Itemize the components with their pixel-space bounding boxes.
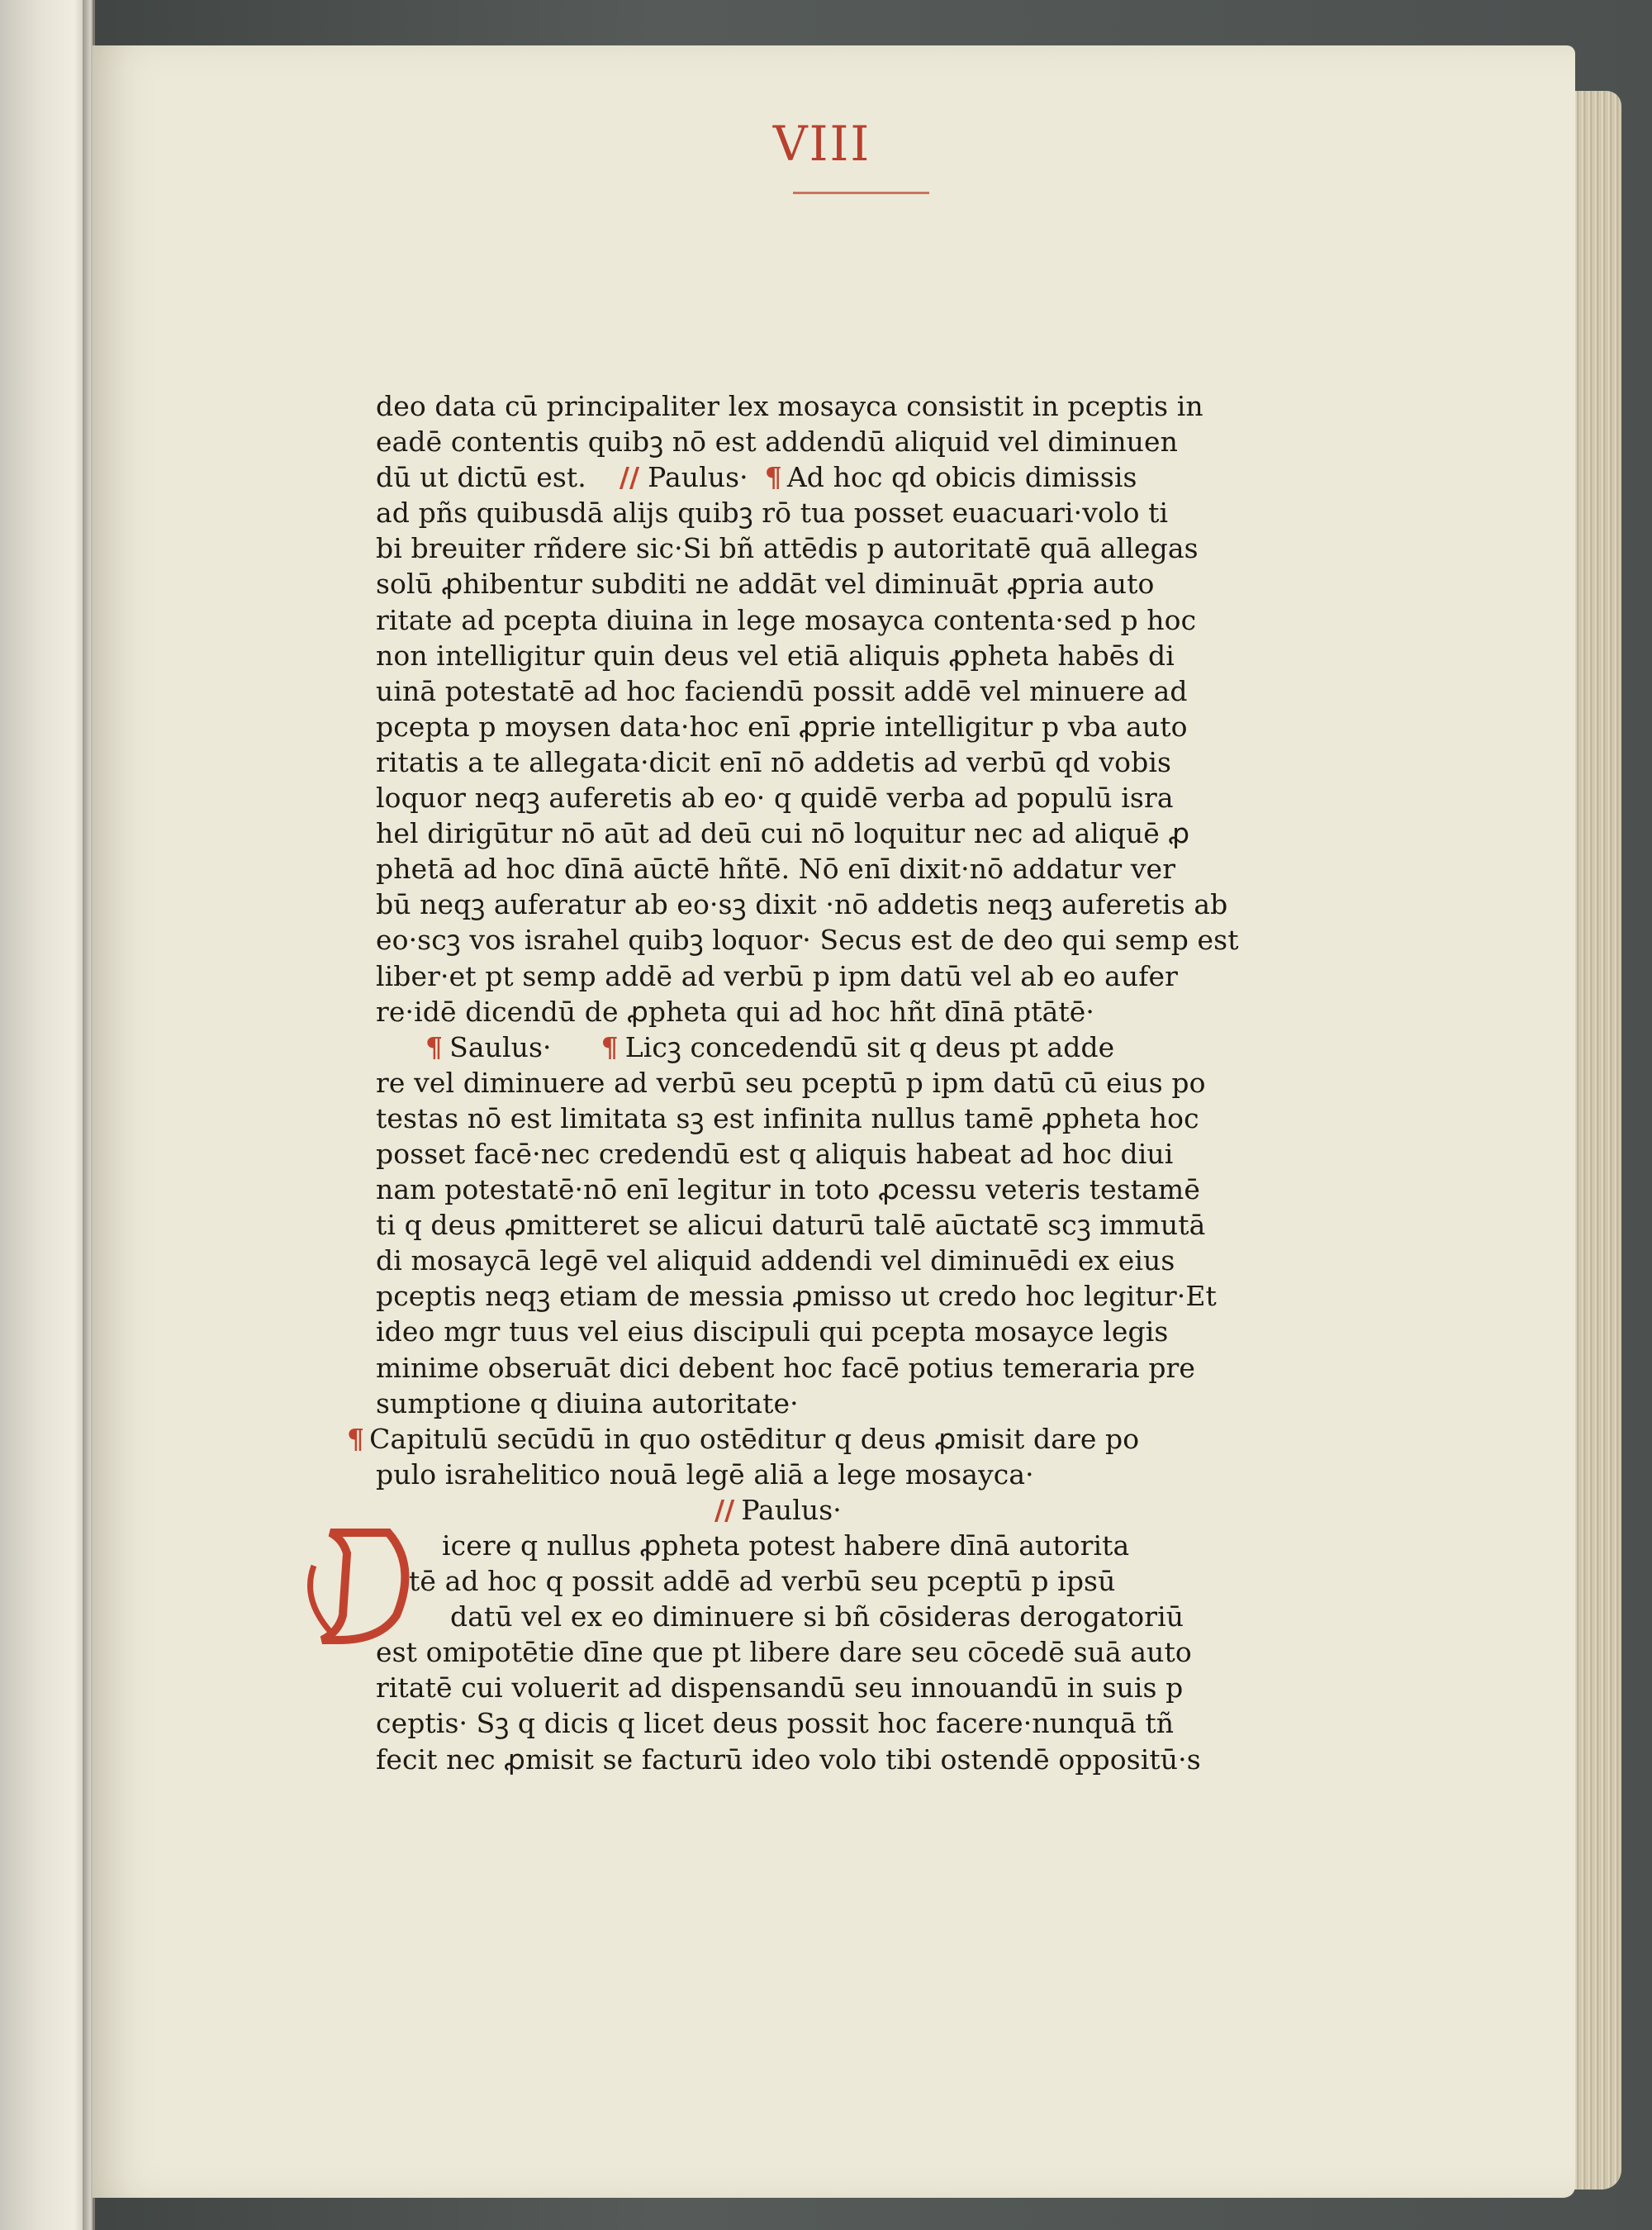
text-line: bū neqꝫ auferatur ab eo·sꝫ dixit ·nō addetis neqꝫ auferetis ab: [376, 888, 1228, 921]
text-line: loquor neqꝫ auferetis ab eo· q quidē verba ad populū isra: [376, 782, 1174, 815]
text-line: testas nō est limitata sꝫ est infinita nullus tamē ꝓpheta hoc: [376, 1101, 1199, 1134]
text-line: fecit nec ꝓmisit se facturū ideo volo tibi ostendē oppositū·s: [376, 1743, 1201, 1776]
text-line: deo data cū principaliter lex mosayca consistit in pceptis in: [376, 390, 1203, 422]
pilcrow-mark: ¶: [601, 1030, 619, 1063]
speaker-label: Paulus·: [648, 461, 748, 494]
text-line: non intelligitur quin deus vel etiā aliquis ꝓpheta habēs di: [376, 639, 1175, 672]
text-line: est omipotētie dīne que pt libere dare seu cōcedē suā auto: [376, 1636, 1192, 1669]
pilcrow-mark: //: [619, 461, 640, 494]
text-line: eadē contentis quibꝫ nō est addendū aliquid vel diminuen: [376, 426, 1179, 459]
text-line: ad pñs quibusdā alijs quibꝫ rō tua posset euacuari·volo ti: [376, 497, 1169, 530]
text-line: sumptione q diuina autoritate·: [376, 1386, 799, 1419]
chapter-heading: Capitulū secūdū in quo ostēditur q deus ꝓmisit dare po: [369, 1422, 1140, 1455]
text-line: dū ut dictū est.: [376, 461, 586, 494]
text-line: Ad hoc qd obicis dimissis: [786, 461, 1137, 494]
text-line: eo·scꝫ vos israhel quibꝫ loquor· Secus est de deo qui semp est: [376, 924, 1239, 957]
pilcrow-mark: //: [714, 1493, 735, 1526]
saulus-rubric-line: [376, 1029, 1243, 1065]
text-line: ritatē cui voluerit ad dispensandū seu innouandū in suis p: [376, 1671, 1184, 1705]
text-line: bi breuiter rñdere sic·Si bñ attēdis p autoritatē quā allegas: [376, 532, 1199, 565]
text-line: liber·et pt semp addē ad verbū p ipm datū vel ab eo aufer: [376, 959, 1179, 992]
folio-number: VIII: [772, 116, 871, 172]
text-line: datū vel ex eo diminuere si bñ cōsideras derogatoriū: [450, 1600, 1184, 1633]
gutter: [83, 0, 91, 2230]
text-line: ritatis a te allegata·dicit enī nō addetis ad verbū qd vobis: [376, 745, 1172, 778]
text-line: phetā ad hoc dīnā aūctē hñtē. Nō enī dixit·nō addatur ver: [376, 853, 1176, 886]
text-line: hel dirigūtur nō aūt ad deū cui nō loquitur nec ad aliquē ꝓ: [376, 817, 1190, 850]
text-line: icere q nullus ꝓpheta potest habere dīnā autorita: [442, 1529, 1130, 1562]
text-line: tē ad hoc q possit addē ad verbū seu pceptū p ipsū: [409, 1565, 1116, 1598]
text-line: minime obseruāt dici debent hoc facē potius temeraria pre: [376, 1351, 1196, 1384]
text-column: [347, 388, 1243, 1777]
chapter-heading: pulo israhelitico nouā legē aliā a lege mosayca·: [376, 1457, 1034, 1491]
pilcrow-mark: ¶: [347, 1422, 365, 1455]
text-line: re·idē dicendū de ꝓpheta qui ad hoc hñt dīnā ptātē·: [376, 995, 1094, 1028]
pilcrow-mark: ¶: [764, 461, 782, 494]
text-line: ceptis· Sꝫ q dicis q licet deus possit hoc facere·nunquā tñ: [376, 1707, 1175, 1740]
text-line: di mosaycā legē vel aliquid addendi vel diminuēdi ex eius: [376, 1244, 1175, 1277]
text-line: Licꝫ concedendū sit q deus pt adde: [624, 1030, 1115, 1063]
text-line: nam potestatē·nō enī legitur in toto ꝓcessu veteris testamē: [376, 1173, 1200, 1206]
paulus-rubric-line: [376, 1492, 1243, 1528]
text-line: ideo mgr tuus vel eius discipuli qui pcepta mosayce legis: [376, 1315, 1169, 1348]
text-line: posset facē·nec credendū est q aliquis habeat ad hoc diui: [376, 1137, 1174, 1170]
chapter-heading-line: [347, 1421, 1243, 1457]
text-line: re vel diminuere ad verbū seu pceptū p ipm datū cū eius po: [376, 1066, 1206, 1099]
text-line: ti q deus ꝓmitteret se alicui daturū talē aūctatē scꝫ immutā: [376, 1209, 1206, 1242]
fore-edge-pages: [1574, 91, 1621, 2190]
text-line: ritate ad pcepta diuina in lege mosayca contenta·sed p hoc: [376, 603, 1197, 636]
text-line: pcepta p moysen data·hoc enī ꝓprie intelligitur p vba auto: [376, 710, 1188, 743]
text-line: pceptis neqꝫ etiam de messia ꝓmisso ut credo hoc legitur·Et: [376, 1280, 1217, 1313]
speaker-label: Paulus·: [741, 1493, 842, 1526]
text-line: solū ꝓhibentur subditi ne addāt vel diminuāt ꝓpria auto: [376, 568, 1155, 601]
folio-underline: [793, 192, 929, 194]
left-page-edge: [0, 0, 95, 2230]
pilcrow-mark: ¶: [425, 1030, 444, 1063]
paulus-rubric-line: [376, 459, 1243, 495]
text-line: uinā potestatē ad hoc faciendū possit addē vel minuere ad: [376, 674, 1188, 707]
speaker-label: Saulus·: [449, 1030, 552, 1063]
